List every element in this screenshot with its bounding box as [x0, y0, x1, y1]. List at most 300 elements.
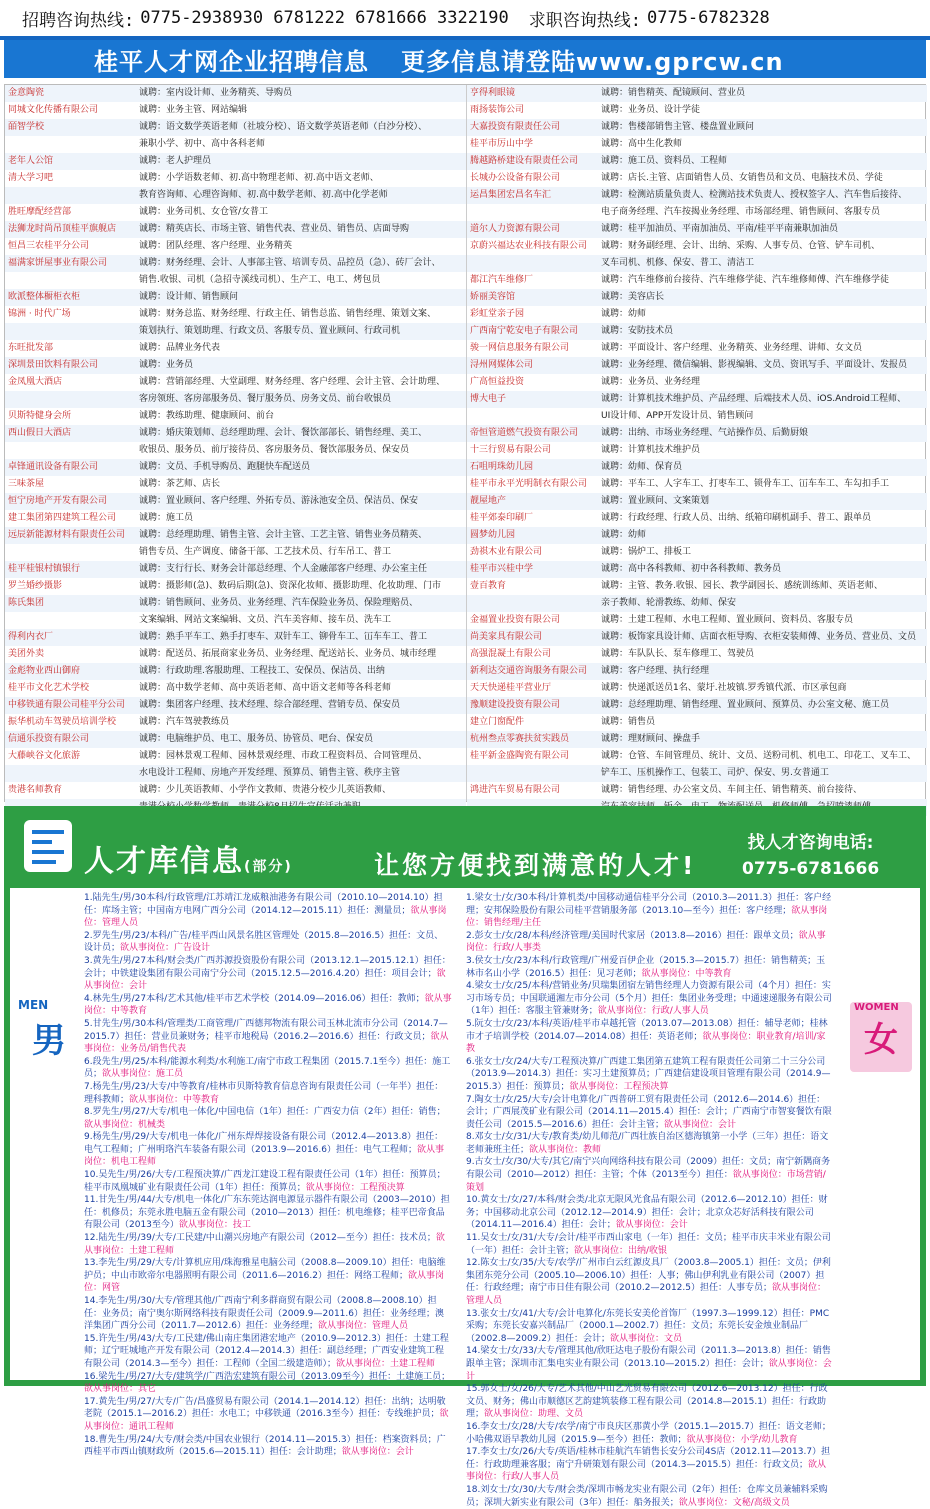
job-positions: 客房领班、客房部服务员、餐厅服务员、房务文员、前台收银员	[139, 394, 392, 404]
candidate-entry[interactable]	[84, 1106, 452, 1131]
job-positions: 诚聘：锅炉工、排板工	[601, 547, 692, 557]
job-row	[467, 119, 927, 136]
company-name[interactable]: 高强混凝土有限公司	[470, 649, 552, 659]
job-row	[5, 680, 466, 697]
desired-position: 欲从事岗位：会计	[341, 1447, 414, 1458]
candidate-profile: 8.罗先生/男/27/大专/机电一体化/中国电信（1年）担任：广西安力信（2年）担任：销售；	[84, 1107, 446, 1118]
job-positions: 诚聘：业务经理、微信编辑、影视编辑、文员、资讯写手、平面设计、发报员	[601, 360, 908, 370]
job-positions: 诚聘：施工员	[139, 513, 194, 523]
job-row	[467, 255, 927, 272]
candidate-profile: 16.李女士/女/28/大专/农学/南宁市良庆区那黄小学（2015.1—2015.7）担任：语文老师；小哈佛双语早教幼儿园（2015.9—至今）担任：教师；	[466, 1421, 831, 1445]
job-positions: 诚聘：小学语数老师、初.高中物理老师、初.高中语文老师、	[139, 173, 379, 183]
job-row	[5, 374, 466, 391]
candidate-entry[interactable]	[84, 1371, 452, 1396]
desired-position: 欲从事岗位：施工员	[102, 1069, 184, 1080]
talent-phone-block	[742, 830, 879, 882]
candidate-profile: 5.甘先生/男/30本科/管理类/工商管理/广西德邦物流有限公司玉林北流市分公司（2014.7—2015.7）担任：营业员兼财务；桂平市地税局（2016.2—2016.6）担任：行政文员；	[84, 1018, 448, 1042]
company-name[interactable]: 三味茶屋	[8, 479, 45, 489]
company-name[interactable]: 恒宁房地产开发有限公司	[8, 496, 108, 506]
job-positions: 诚聘：销售精英、配镜顾问、营业员	[601, 88, 746, 98]
company-name[interactable]: 恒昌三农桂平分公司	[8, 241, 90, 251]
job-row	[5, 136, 466, 153]
company-name[interactable]: 陈氏集团	[8, 598, 45, 608]
company-name[interactable]: 桂平市永平光明制衣有限公司	[470, 479, 588, 489]
candidate-entry[interactable]	[466, 1484, 834, 1509]
candidate-profile: 15.郭女士/女/26/大专/艺术其他/中山艺光贸易有限公司（2012.6—2013.12）担任：行政文员、财务；佛山市顺德区艺韵建筑装修工程有限公司（2014.8—2015.1）担任：行政助理；	[466, 1384, 828, 1420]
job-positions: 诚聘：出纳、市场业务经理、气站操作员、后勤厨娘	[601, 428, 809, 438]
job-positions: 诚聘：少儿英语教师、小学作文教师、贵港分校少儿英语教师、	[139, 785, 392, 795]
company-name[interactable]: 浔州网媒体公司	[470, 360, 534, 370]
desired-position: 欲从事岗位：职业教育/培训/家教	[466, 1031, 826, 1055]
job-row	[5, 408, 466, 425]
job-row	[467, 646, 927, 663]
candidate-entry[interactable]	[84, 1018, 452, 1056]
job-row	[467, 493, 927, 510]
job-row	[5, 765, 466, 782]
company-name[interactable]: 劲祺木业有限公司	[470, 547, 543, 557]
job-row	[467, 425, 927, 442]
job-row	[5, 272, 466, 289]
job-row	[467, 544, 927, 561]
company-name[interactable]: 亨得利眼镜	[470, 88, 516, 98]
desired-position: 欲从事岗位：助理、文员	[484, 1409, 584, 1420]
job-positions: 诚聘：安防技术员	[601, 326, 674, 336]
candidate-entry[interactable]	[466, 1345, 834, 1383]
job-row	[467, 714, 927, 731]
candidate-entry[interactable]	[84, 930, 452, 955]
job-row	[5, 459, 466, 476]
candidate-profile: 14.李先生/男/30/大专/管理其他/广西南宁利多群商贸有限公司（2008.8—2008.10）担任：业务员；南宁奥尔斯网络科技有限责任公司（2009.9—2011.6）担任：业务经理；澳洋集团广西分公司（2011.7—2012.6）担任：业务经理；	[84, 1296, 444, 1332]
job-row	[5, 238, 466, 255]
company-name[interactable]: 雨扬装饰公司	[470, 105, 525, 115]
job-positions: 诚聘：主管、教务.收银、园长、教学副园长、感统训练师、英语老师、	[601, 581, 883, 591]
job-row	[5, 510, 466, 527]
company-name[interactable]: 京蔚兴福达农业科技有限公司	[470, 241, 588, 251]
job-positions: 诚聘：仓管、车间管理员、统计、文员、送粉司机、机电工、印花工、叉车工、	[601, 751, 917, 761]
job-positions: 诚聘：土建工程师、水电工程师、置业顾问、资料员、客服专员	[601, 615, 854, 625]
company-name[interactable]: 壹百教育	[470, 581, 507, 591]
candidate-entry[interactable]	[84, 993, 452, 1018]
company-name[interactable]: 桂平市兴桂中学	[470, 564, 534, 574]
candidate-profile: 6.段先生/男/25/本科/能源水利类/水利施工/南宁市政工程集团（2015.7.1至今）担任：施工员；	[84, 1056, 451, 1080]
job-row	[5, 153, 466, 170]
job-positions: 电子商务经理、汽车按揭业务经理、市场部经理、销售顾问、客服专员	[601, 207, 881, 217]
candidate-entry[interactable]	[84, 1169, 452, 1194]
job-row	[5, 255, 466, 272]
company-name[interactable]: 圆梦幼儿园	[470, 530, 516, 540]
company-name[interactable]: 卓锋通讯设备有限公司	[8, 462, 99, 472]
candidate-entry[interactable]	[466, 1131, 834, 1156]
job-positions: 诚聘：文员、手机导购员、跑腿快车配送员	[139, 462, 311, 472]
candidate-entry[interactable]	[466, 1056, 834, 1094]
job-row	[467, 680, 927, 697]
job-row	[5, 391, 466, 408]
job-row	[467, 391, 927, 408]
candidate-profile: 14.梁女士/女/33/大专/管理其他/欣旺达电子股份有限公司（2011.3—2013.8）担任：销售跟单主管；深圳市汇集电实业有限公司（2013.10—2015.2）担任：会计；	[466, 1346, 831, 1369]
company-name[interactable]: 建工集团第四建筑工程公司	[8, 513, 117, 523]
candidate-profile: 17.黄先生/男/27/大专/广告/昌盛贸易有限公司（2014.1—2014.12）担任：出纳；达明敬老院（2015.1—2016.2）担任：水电工；中移铁通（2016.3至今）担任：专线维护员；	[84, 1396, 446, 1420]
talent-slogan: 让您方便找到满意的人才!	[374, 851, 697, 880]
company-name[interactable]: 尚美家具有限公司	[470, 632, 543, 642]
job-positions: 诚聘：总经理助理、销售经理、置业顾问、预算员、办公室文秘、施工员	[601, 700, 890, 710]
job-row	[467, 731, 927, 748]
candidate-profile: 16.梁先生/男/27/大专/建筑学/广西浩宏建筑有限公司（2013.09至今）担任：土建施工员；	[84, 1371, 451, 1382]
job-positions: 兼职小学、初中、高中各科老师	[139, 139, 266, 149]
candidate-entry[interactable]	[466, 930, 834, 955]
job-positions: 诚聘：汽车驾驶教练员	[139, 717, 230, 727]
hotline-bar	[0, 0, 930, 36]
company-name[interactable]: 运昌集团宏昌名车汇	[470, 190, 552, 200]
women-badge	[850, 1002, 912, 1072]
candidate-entry[interactable]	[84, 1131, 452, 1169]
job-row	[5, 748, 466, 765]
candidate-profile: 6.张女士/女/24/大专/工程预决算/广西建工集团第五建筑工程有限责任公司第二十三分公司（2013.9—2014.3）担任：实习土建预算员；广西建信建设项目管理有限公司（2014.9—2015.3）担任：预算员；	[466, 1056, 831, 1092]
desired-position: 欲从事岗位：行政/人事人员	[597, 1006, 709, 1017]
job-row	[467, 595, 927, 612]
job-positions: 诚聘：平面设计、客户经理、业务精英、业务经理、讲师、女文员	[601, 343, 863, 353]
job-row	[5, 357, 466, 374]
job-positions: 诚聘：茶艺师、店长	[139, 479, 221, 489]
candidate-entry[interactable]	[466, 1156, 834, 1194]
job-row	[5, 289, 466, 306]
job-row	[467, 272, 927, 289]
company-name[interactable]: 法狮龙时尚吊顶桂平旗舰店	[8, 224, 117, 234]
job-positions: 诚聘：财务经理、会计、人事部主管、培训专员、品控员（急）、砖厂会计、	[139, 258, 441, 268]
job-row	[467, 459, 927, 476]
desired-position: 欲从事岗位：销售经理/主任	[466, 905, 828, 929]
candidate-profile: 2.罗先生/男/23/本科/广告/桂平西山风景名胜区管理处（2015.8—2016.5）担任：文员、设计员；	[84, 930, 444, 954]
job-row	[5, 646, 466, 663]
job-positions: 诚聘：老人护理员	[139, 156, 212, 166]
desired-position: 欲从事岗位：行政/人事人员	[466, 1459, 826, 1483]
candidate-entry[interactable]	[84, 955, 452, 993]
company-name[interactable]: 大藤峡谷文化旅游	[8, 751, 81, 761]
company-name[interactable]: 远辰新能源材料有限责任公司	[8, 530, 126, 540]
job-positions: 诚聘：车队队长、泵车修理工、驾驶员	[601, 649, 755, 659]
job-positions: 收银员、服务员、前厅接待员、客房服务员、餐饮部服务员、保安员	[139, 445, 410, 455]
desired-position: 欲从事岗位：网管	[84, 1270, 444, 1294]
company-name[interactable]: 博大电子	[470, 394, 507, 404]
job-row	[467, 697, 927, 714]
job-positions: 诚聘：施工员、资料员、工程师	[601, 156, 728, 166]
candidate-entry[interactable]	[84, 1056, 452, 1081]
job-row	[467, 782, 927, 799]
desired-position: 欲从事岗位：市场营销/策划	[466, 1170, 826, 1193]
job-positions: 诚聘：幼师	[601, 309, 647, 319]
job-row	[467, 374, 927, 391]
candidate-entry[interactable]	[84, 1257, 452, 1295]
job-row	[467, 561, 927, 578]
job-positions: 诚聘：高中生化教师	[601, 139, 683, 149]
company-name[interactable]: 欧派整体橱柜衣柜	[8, 292, 81, 302]
job-row	[467, 153, 927, 170]
candidate-profile: 10.黄女士/女/27/本科/财会类/北京无限风光食品有限公司（2012.6—2012.10）担任：财务；中国移动北京公司（2012.12—2014.9）担任：会计；北京众芯好活科技有限公司（2014.11—2016.4）担任：会计；	[466, 1195, 828, 1231]
job-positions: 诚聘：行政经理、行政人员、出纳、纸箱印刷机副手、普工、跟单员	[601, 513, 872, 523]
candidate-entry[interactable]	[466, 1421, 834, 1446]
job-positions: 诚聘：熟手平车工、熟手打枣车、双针车工、铆骨车工、冚车车工、普工	[139, 632, 428, 642]
company-name[interactable]: 金彪物业西山御府	[8, 666, 81, 676]
job-positions: 文案编辑、网站文案编辑、文员、汽车美容师、接车员、洗车工	[139, 615, 392, 625]
talent-header	[4, 806, 926, 888]
company-name[interactable]: 信通乐投资有限公司	[8, 734, 90, 744]
job-positions: 诚聘：计算机技术维护员、产品经理、后端技术人员、iOS.Android工程师、	[601, 394, 906, 404]
company-name[interactable]: 老年人公馆	[8, 156, 54, 166]
company-name[interactable]: 桂平市文化艺术学校	[8, 683, 90, 693]
job-row	[467, 663, 927, 680]
candidate-entry[interactable]	[84, 892, 452, 930]
candidate-entry[interactable]	[84, 1081, 452, 1106]
company-name[interactable]: 十三行贸易有限公司	[470, 445, 552, 455]
company-name[interactable]: 贵港名师教育	[8, 785, 63, 795]
candidate-entry[interactable]	[84, 1295, 452, 1333]
company-name[interactable]: 桂平市厉山中学	[470, 139, 534, 149]
company-name[interactable]: 金凤凰大酒店	[8, 377, 63, 387]
job-row	[467, 238, 927, 255]
candidate-profile: 7.杨先生/男/23/大专/中等教育/桂林市贝斯特教育信息咨询有限责任公司（一年半）担任：理科教师；	[84, 1081, 444, 1105]
candidate-entry[interactable]	[466, 1232, 834, 1257]
job-row	[5, 425, 466, 442]
job-positions: 诚聘：婚庆策划师、总经理助理、会计、餐饮部部长、销售经理、美工、	[139, 428, 428, 438]
talent-phone[interactable]: 0775-6781666	[742, 859, 880, 879]
company-name[interactable]: 骏一网信息服务有限公司	[470, 343, 570, 353]
company-name[interactable]: 福满家饼屋事业有限公司	[8, 258, 108, 268]
candidate-entry[interactable]	[84, 1396, 452, 1434]
candidate-entry[interactable]	[84, 1194, 452, 1232]
job-positions: 诚聘：团队经理、客户经理、业务精英	[139, 241, 293, 251]
job-positions: 诚聘：快递派送员1名、蒙圩.社坡镇.罗秀镇代派、市区承包商	[601, 683, 847, 693]
company-name[interactable]: 建立门窗配件	[470, 717, 525, 727]
company-name[interactable]: 得利内衣厂	[8, 632, 54, 642]
talent-section	[4, 806, 926, 1508]
job-positions: 水电设计工程师、房地产开发经理、预算员、销售主管、秩序主管	[139, 768, 401, 778]
desired-position: 欲从事岗位：会计	[615, 1220, 688, 1231]
company-name[interactable]: 广高恒益投资	[470, 377, 525, 387]
job-positions: 诚聘：平车工、人字车工、打枣车工、锁骨车工、冚车车工、车勾扣手工	[601, 479, 890, 489]
candidate-profile: 18.曹先生/男/24/大专/财会类/中国农业银行（2014.11—2015.3）担任：档案资料员；广西桂平市西山镇财政所（2015.6—2015.11）担任：会计助理；	[84, 1434, 446, 1458]
job-positions: 诚聘：园林景观工程师、园林景观经理、市政工程资料员、合同管理员、	[139, 751, 428, 761]
desired-position: 欲从事岗位：行政/人事类	[466, 930, 826, 954]
job-column-left	[5, 85, 466, 801]
candidate-profile: 13.李先生/男/29/大专/计算机应用/珠海雅星电脑公司（2008.8—2009.10）担任：电脑维护员；中山市欧帝尔电器照明有限公司（2011.6—2016.2）担任：网络工程师；	[84, 1258, 446, 1281]
recruit-banner	[4, 40, 926, 78]
company-name[interactable]: 锦洲 · 时代广场	[8, 309, 71, 319]
job-positions: 诚聘：幼师	[601, 530, 647, 540]
job-positions: 诚聘：汽车维修前台接待、汽车维修学徒、汽车维修师傅、汽车维修学徒	[601, 275, 890, 285]
candidate-profile: 10.吴先生/男/26/大专/工程预决算/广西龙江建设工程有限责任公司（1年）担任：预算员；桂平市凤凰城矿业有限责任公司（1年）担任：预算员；	[84, 1170, 446, 1193]
candidate-entry[interactable]	[84, 1232, 452, 1257]
job-positions: 诚聘：营销部经理、大堂副理、财务经理、客户经理、会计主管、会计助理、	[139, 377, 446, 387]
job-positions: 策划执行、策划助理、行政文员、客服专员、置业顾问、行政司机	[139, 326, 401, 336]
job-positions: 诚聘：高中数学老师、高中英语老师、高中语文老师等各科老师	[139, 683, 392, 693]
talent-title-note: (部分)	[244, 859, 293, 875]
job-row	[5, 85, 466, 102]
job-row	[5, 170, 466, 187]
candidate-profile: 11.吴女士/女/31/大专/会计/桂平市西山家电（一年）担任：文员；桂平市庆丰米业有限公司（一年）担任：会计主管；	[466, 1233, 831, 1256]
talent-list-panel	[10, 888, 920, 1508]
company-name[interactable]: 深圳景田饮料有限公司	[8, 360, 99, 370]
talent-title: 人才库信息(部分)	[84, 844, 293, 879]
company-name[interactable]: 大嘉投资有限责任公司	[470, 122, 561, 132]
company-name[interactable]: 桂平桂银村镇银行	[8, 564, 81, 574]
men-list	[84, 892, 452, 1458]
recruit-hotline-label: 招聘咨询热线:	[22, 10, 135, 31]
company-name[interactable]: 道尔人力资源有限公司	[470, 224, 561, 234]
candidate-profile: 8.邓女士/女/31/大专/教育类/幼儿师范/广西壮族自治区德海镇第一小学（三年）担任：语文老师兼班主任；	[466, 1132, 829, 1155]
candidate-profile: 7.陶女士/女/25/大专/会计电算化/广西普研工贸有限责任公司（2012.6—2014.6）担任：会计；广西展茂矿业有限公司（2014.11—2015.4）担任：会计；广西南宁市智宴餐饮有限责任公司（2015.5—2016.6）担任：会计主管；	[466, 1094, 832, 1130]
candidate-entry[interactable]	[466, 1308, 834, 1346]
candidate-profile: 9.古女士/女/30/大专/其它/南宁兴向网络科技有限公司（2009）担任：文员；南宁新隅商务有限公司（2010—2012）担任：主管；个体（2013至今）担任：	[466, 1157, 831, 1181]
job-row	[467, 102, 927, 119]
job-positions: 诚聘：室内设计师、业务精英、导购员	[139, 88, 293, 98]
company-name[interactable]: 东旺批发部	[8, 343, 54, 353]
desired-position: 欲从事岗位：业务员/销售代表	[84, 1031, 449, 1055]
job-positions: 诚聘：集团客户经理、技术经理、综合部经理、营销专员、保安员	[139, 700, 401, 710]
job-positions: 诚聘：销售员	[601, 717, 656, 727]
company-name[interactable]: 帝恒管道燃气投资有限公司	[470, 428, 579, 438]
company-name[interactable]: 腾越路桥建设有限责任公司	[470, 156, 579, 166]
company-name[interactable]: 桂平郊泰印刷厂	[470, 513, 534, 523]
company-name[interactable]: 彩虹堂亲子园	[470, 309, 525, 319]
job-row	[5, 612, 466, 629]
company-name[interactable]: 清大学习吧	[8, 173, 54, 183]
company-name[interactable]: 振华机动车驾驶员培训学校	[8, 717, 117, 727]
job-positions: 诚聘：置业顾问、客户经理、外拓专员、游泳池安全员、保洁员、保安	[139, 496, 419, 506]
candidate-profile: 5.阮女士/女/23/本科/英语/桂平市卓越托管（2013.07—2013.08）担任：辅导老师；桂林市才子培训学校（2014.07—2014.08）担任：英语老师；	[466, 1018, 828, 1042]
candidate-profile: 12.陈女士/女/35/大专/农学/广州市白云红源皮具厂（2003.8—2005.1）担任：文员；伊利集团东莞分公司（2005.10—2006.10）担任：人事；佛山伊利乳业有限公司（2007）担任：行政经理；南宁市日佳有限公司（2010.2—2012.5）担任：人事专员；	[466, 1258, 831, 1294]
job-row	[467, 204, 927, 221]
job-row	[467, 221, 927, 238]
candidate-profile: 15.许先生/男/43/大专/工民建/佛山南庄集团港宏地产（2010.9—2012.3）担任：土建工程师；辽宁旺城地产开发有限公司（2012.4—2014.3）担任：副总经理；广西安业建筑工程有限公司（2014.3—至今）担任：工程师（全国二级建造师）；	[84, 1333, 449, 1369]
job-row	[467, 408, 927, 425]
candidate-entry[interactable]	[466, 892, 834, 930]
job-positions: 诚聘：财务副经理、会计、出纳、采购、人事专员、仓管、铲车司机、	[601, 241, 881, 251]
company-name[interactable]: 罗兰婚纱摄影	[8, 581, 63, 591]
desired-position: 欲从事岗位：土建工程师	[336, 1358, 436, 1369]
job-positions: 诚聘：检测站质量负责人、检测站技术负责人、授权签字人、汽车售后接待、	[601, 190, 908, 200]
job-row	[5, 340, 466, 357]
job-positions: 诚聘：语文数学英语老师（社坡分校）、语文数学英语老师（白沙分校）、	[139, 122, 428, 132]
candidate-entry[interactable]	[466, 1446, 834, 1484]
job-row	[5, 697, 466, 714]
desired-position: 欲从事岗位：通讯工程师	[84, 1409, 449, 1432]
company-name[interactable]: 胜旺摩配经营部	[8, 207, 72, 217]
job-positions: 教育咨询师、心理咨询师、初.高中数学老师、初.高中化学老师	[139, 190, 388, 200]
candidate-entry[interactable]	[84, 1434, 452, 1459]
candidate-entry[interactable]	[466, 1383, 834, 1421]
company-name[interactable]: 皕智学校	[8, 122, 45, 132]
desired-position: 欲从事岗位：小学/幼儿教育	[686, 1434, 798, 1445]
candidate-entry[interactable]	[466, 955, 834, 980]
job-column-right	[466, 85, 927, 801]
job-positions: 诚聘：销售顾问、业务员、业务经理、汽车保险业务员、保险理赔员、	[139, 598, 419, 608]
job-positions: 销售.收银、司机（急招寺溪线司机）、生产工、电工、烤包员	[139, 275, 381, 285]
company-name[interactable]: 美团外卖	[8, 649, 45, 659]
candidate-profile: 1.陆先生/男/30本科/行政管理/江苏靖江龙威粮油港务有限公司（2010.10—2014.10）担任：库场主管；中国南方电网广西分公司（2014.12—2015.11）担任：测量员；	[84, 893, 443, 916]
desired-position: 欲从事岗位：文秘/高级文员	[678, 1497, 790, 1508]
job-row	[5, 187, 466, 204]
candidate-profile: 4.梁女士/女/25/本科/营销业务/贝瑞集团宿左销售经理人力资源有限公司（4个月）担任：实习市场专员；中国联通湘左市分公司（5个月）担任：集团业务受理；中通速递服务有限公司（1年）担任：客服主管兼财务；	[466, 981, 832, 1017]
job-positions: 诚聘：理财顾问、操盘手	[601, 734, 701, 744]
job-row	[5, 714, 466, 731]
job-positions: 诚聘：业务主管、网站编辑	[139, 105, 248, 115]
candidate-profile: 13.张女士/女/41/大专/会计电算化/东莞长安美伦首饰厂（1997.3—1999.12）担任：PMC采购；东莞长安嘉兴制品厂（2000.1—2002.7）担任：文员；东莞长安金烛业制品厂（2002.8—2009.2）担任：会计；	[466, 1308, 830, 1344]
desired-position: 欲从事岗位：管理人员	[84, 905, 447, 929]
candidate-entry[interactable]	[466, 1257, 834, 1307]
desired-position: 欲从事岗位：出纳/收银	[574, 1245, 668, 1256]
company-name[interactable]: 同城文化传播有限公司	[8, 105, 99, 115]
company-name[interactable]: 西山假日大酒店	[8, 428, 72, 438]
job-row	[467, 765, 927, 782]
job-row	[467, 136, 927, 153]
banner-website[interactable]: 更多信息请登陆www.gprcw.cn	[401, 47, 784, 76]
company-name[interactable]: 广西南宁乾安电子有限公司	[470, 326, 579, 336]
seek-hotline-label: 求职咨询热线:	[528, 10, 641, 31]
job-positions: 诚聘：品牌业务代表	[139, 343, 221, 353]
candidate-entry[interactable]	[466, 1094, 834, 1132]
job-row	[467, 340, 927, 357]
job-row	[5, 595, 466, 612]
company-name[interactable]: 杭州叁点零赛扶贫实践员	[470, 734, 570, 744]
company-name[interactable]: 娇丽美容馆	[470, 292, 516, 302]
job-row	[467, 612, 927, 629]
women-list	[466, 892, 834, 1508]
job-positions: 诚聘：销售经理、办公室文员、车间主任、销售精英、前台接待、	[601, 785, 863, 795]
desired-position: 欲从事岗位：会计	[663, 1119, 736, 1130]
job-row	[5, 119, 466, 136]
job-positions: 诚聘：总经理助理、销售主管、会计主管、工艺主管、销售业务员精英、	[139, 530, 428, 540]
company-name[interactable]: 都江汽车维修厂	[470, 275, 534, 285]
job-positions: 诚聘：置业顾问、文案策划	[601, 496, 710, 506]
seek-hotline-number: 0775-6782328	[646, 8, 770, 28]
company-name[interactable]: 天天快递桂平营业厅	[470, 683, 552, 693]
job-positions: 诚聘：设计师、销售顾问	[139, 292, 239, 302]
desired-position: 欲从事岗位：管理人员	[466, 1283, 826, 1306]
company-name[interactable]: 靓屋地产	[470, 496, 507, 506]
company-name[interactable]: 新利达交通咨询服务有限公司	[470, 666, 588, 676]
candidate-entry[interactable]	[84, 1333, 452, 1371]
candidate-entry[interactable]	[466, 1018, 834, 1056]
company-name[interactable]: 长城办公设备有限公司	[470, 173, 561, 183]
company-name[interactable]: 桂平新金盛陶瓷有限公司	[470, 751, 570, 761]
desired-position: 欲从事岗位：会计	[466, 1358, 832, 1382]
job-positions: 诚聘：业务员	[139, 360, 194, 370]
company-name[interactable]: 石咀明珠幼儿园	[470, 462, 534, 472]
job-row	[467, 527, 927, 544]
job-positions: 铲车工、压机操作工、包装工、司炉、保安、男.女普通工	[601, 768, 829, 778]
job-row	[467, 85, 927, 102]
desired-position: 欲从事岗位：中等教育	[641, 968, 732, 979]
company-name[interactable]: 金福置业投资有限公司	[470, 615, 561, 625]
desired-position: 欲从事岗位：机电工程师	[84, 1144, 444, 1168]
company-name[interactable]: 贝斯特健身会所	[8, 411, 72, 421]
company-name[interactable]: 中移铁通有限公司桂平分公司	[8, 700, 126, 710]
company-name[interactable]: 金意陶瓷	[8, 88, 45, 98]
candidate-entry[interactable]	[466, 1194, 834, 1232]
job-positions: 诚聘：计算机技术维护员	[601, 445, 701, 455]
job-positions: 诚聘：业务司机、女仓管/女普工	[139, 207, 269, 217]
job-positions: 诚聘：电脑维护员、电工、服务员、协管员、吧台、保安员	[139, 734, 374, 744]
company-name[interactable]: 豫顺建设投资有限公司	[470, 700, 561, 710]
men-badge	[18, 998, 80, 1076]
job-row	[5, 561, 466, 578]
job-positions: 诚聘：精英店长、市场主管、销售代表、营业员、销售员、店面导购	[139, 224, 410, 234]
candidate-entry[interactable]	[466, 980, 834, 1018]
job-positions: 诚聘：配送员、拓展商家业务员、业务经理、配送站长、业务员、城市经理	[139, 649, 437, 659]
job-positions: 诚聘：幼师、保育员	[601, 462, 683, 472]
company-name[interactable]: 鸿进汽车贸易有限公司	[470, 785, 561, 795]
job-row	[467, 476, 927, 493]
candidate-profile: 1.梁女士/女/30本科/计算机类/中国移动通信桂平分公司（2010.3—2011.3）担任：客户经理；安邦保险股份有限公司桂平营销服务部（2013.10—至今）担任：客户经理；	[466, 893, 832, 916]
